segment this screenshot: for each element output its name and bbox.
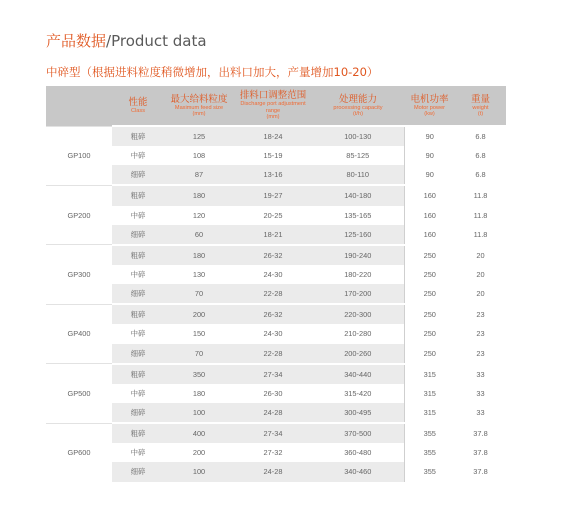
- weight-cell: 11.8: [455, 206, 506, 225]
- discharge-range-cell: 26-32: [234, 304, 312, 324]
- discharge-range-cell: 22-28: [234, 284, 312, 304]
- feed-size-cell: 180: [164, 185, 234, 205]
- discharge-range-cell: 24-28: [234, 462, 312, 481]
- discharge-range-cell: 27-34: [234, 423, 312, 443]
- weight-cell: 20: [455, 265, 506, 284]
- motor-power-cell: 160: [404, 206, 455, 225]
- capacity-cell: 170-200: [312, 284, 404, 304]
- class-cell: 粗碎: [112, 304, 164, 324]
- discharge-range-cell: 18-21: [234, 225, 312, 245]
- motor-power-cell: 160: [404, 185, 455, 205]
- feed-size-cell: 70: [164, 344, 234, 364]
- capacity-cell: 315-420: [312, 384, 404, 403]
- model-cell: GP300: [46, 245, 112, 304]
- page-title-cn: 产品数据: [46, 32, 107, 50]
- table-row: [46, 462, 506, 481]
- header-feed-size: 最大给料粒度 Maximum feed size (mm): [164, 86, 234, 126]
- discharge-range-cell: 19-27: [234, 185, 312, 205]
- capacity-cell: 340-440: [312, 364, 404, 384]
- motor-power-cell: 250: [404, 324, 455, 343]
- class-cell: 细碎: [112, 462, 164, 481]
- weight-cell: 6.8: [455, 165, 506, 185]
- class-cell: 粗碎: [112, 364, 164, 384]
- feed-size-cell: 60: [164, 225, 234, 245]
- class-cell: 细碎: [112, 165, 164, 185]
- motor-power-cell: 160: [404, 225, 455, 245]
- class-cell: 粗碎: [112, 185, 164, 205]
- weight-cell: 23: [455, 344, 506, 364]
- feed-size-cell: 150: [164, 324, 234, 343]
- table-row: [46, 344, 506, 364]
- capacity-cell: 80-110: [312, 165, 404, 185]
- weight-cell: 33: [455, 384, 506, 403]
- capacity-cell: 190-240: [312, 245, 404, 265]
- discharge-range-cell: 27-34: [234, 364, 312, 384]
- class-cell: 中碎: [112, 443, 164, 462]
- feed-size-cell: 120: [164, 206, 234, 225]
- discharge-range-cell: 27-32: [234, 443, 312, 462]
- weight-cell: 33: [455, 364, 506, 384]
- header-capacity: 处理能力 processing capacity (t/h): [312, 86, 404, 126]
- capacity-cell: 210-280: [312, 324, 404, 343]
- table-row: [46, 324, 506, 343]
- class-cell: 细碎: [112, 225, 164, 245]
- class-cell: 粗碎: [112, 245, 164, 265]
- weight-cell: 20: [455, 245, 506, 265]
- weight-cell: 11.8: [455, 225, 506, 245]
- weight-cell: 37.8: [455, 443, 506, 462]
- table-row: [46, 165, 506, 185]
- table-row: [46, 284, 506, 304]
- table-row: [46, 265, 506, 284]
- class-cell: 细碎: [112, 284, 164, 304]
- table-row: [46, 146, 506, 165]
- discharge-range-cell: 24-28: [234, 403, 312, 423]
- motor-power-cell: 250: [404, 284, 455, 304]
- header-discharge-range: 排料口调整范围 Discharge port adjustment range (mm): [234, 86, 312, 126]
- discharge-range-cell: 22-28: [234, 344, 312, 364]
- capacity-cell: 180-220: [312, 265, 404, 284]
- capacity-cell: 360-480: [312, 443, 404, 462]
- class-cell: 粗碎: [112, 126, 164, 146]
- class-cell: 粗碎: [112, 423, 164, 443]
- capacity-cell: 200-260: [312, 344, 404, 364]
- weight-cell: 23: [455, 324, 506, 343]
- feed-size-cell: 70: [164, 284, 234, 304]
- table-row: [46, 206, 506, 225]
- discharge-range-cell: 24-30: [234, 324, 312, 343]
- motor-power-cell: 250: [404, 245, 455, 265]
- class-cell: 中碎: [112, 206, 164, 225]
- motor-power-cell: 250: [404, 344, 455, 364]
- discharge-range-cell: 20-25: [234, 206, 312, 225]
- feed-size-cell: 200: [164, 304, 234, 324]
- table-row: [46, 384, 506, 403]
- motor-power-cell: 315: [404, 384, 455, 403]
- weight-cell: 20: [455, 284, 506, 304]
- model-cell: GP400: [46, 304, 112, 363]
- motor-power-cell: 250: [404, 265, 455, 284]
- model-cell: GP500: [46, 364, 112, 423]
- feed-size-cell: 108: [164, 146, 234, 165]
- table-row: [46, 225, 506, 245]
- model-cell: GP600: [46, 423, 112, 481]
- capacity-cell: 220-300: [312, 304, 404, 324]
- weight-cell: 6.8: [455, 146, 506, 165]
- capacity-cell: 100-130: [312, 126, 404, 146]
- feed-size-cell: 180: [164, 245, 234, 265]
- table-header-row: [46, 86, 506, 126]
- section-title: 中碎型（根据进料粒度稍微增加，出料口加大，产量增加10-20）: [46, 65, 379, 79]
- table-row: [46, 245, 506, 265]
- capacity-cell: 300-495: [312, 403, 404, 423]
- page-title-en: /Product data: [106, 32, 207, 50]
- table-row: [46, 304, 506, 324]
- weight-cell: 33: [455, 403, 506, 423]
- weight-cell: 37.8: [455, 423, 506, 443]
- motor-power-cell: 355: [404, 443, 455, 462]
- feed-size-cell: 87: [164, 165, 234, 185]
- model-cell: GP200: [46, 185, 112, 244]
- motor-power-cell: 250: [404, 304, 455, 324]
- weight-cell: 11.8: [455, 185, 506, 205]
- feed-size-cell: 400: [164, 423, 234, 443]
- capacity-cell: 340-460: [312, 462, 404, 481]
- feed-size-cell: 350: [164, 364, 234, 384]
- class-cell: 中碎: [112, 146, 164, 165]
- page-title: [46, 30, 207, 51]
- table-row: [46, 403, 506, 423]
- discharge-range-cell: 24-30: [234, 265, 312, 284]
- discharge-range-cell: 26-30: [234, 384, 312, 403]
- discharge-range-cell: 15-19: [234, 146, 312, 165]
- motor-power-cell: 315: [404, 364, 455, 384]
- capacity-cell: 140-180: [312, 185, 404, 205]
- motor-power-cell: 90: [404, 126, 455, 146]
- motor-power-cell: 90: [404, 165, 455, 185]
- header-class: 性能 Class: [112, 86, 164, 126]
- table-row: [46, 443, 506, 462]
- feed-size-cell: 125: [164, 126, 234, 146]
- motor-power-cell: 355: [404, 462, 455, 481]
- capacity-cell: 370-500: [312, 423, 404, 443]
- feed-size-cell: 100: [164, 462, 234, 481]
- table-row: [46, 126, 506, 146]
- motor-power-cell: 315: [404, 403, 455, 423]
- class-cell: 中碎: [112, 324, 164, 343]
- motor-power-cell: 355: [404, 423, 455, 443]
- capacity-cell: 135-165: [312, 206, 404, 225]
- capacity-cell: 125-160: [312, 225, 404, 245]
- class-cell: 细碎: [112, 344, 164, 364]
- feed-size-cell: 180: [164, 384, 234, 403]
- table-row: [46, 423, 506, 443]
- class-cell: 细碎: [112, 403, 164, 423]
- table-row: [46, 185, 506, 205]
- weight-cell: 6.8: [455, 126, 506, 146]
- capacity-cell: 85-125: [312, 146, 404, 165]
- model-cell: GP100: [46, 126, 112, 185]
- feed-size-cell: 130: [164, 265, 234, 284]
- class-cell: 中碎: [112, 384, 164, 403]
- weight-cell: 23: [455, 304, 506, 324]
- motor-power-cell: 90: [404, 146, 455, 165]
- discharge-range-cell: 26-32: [234, 245, 312, 265]
- header-model: [46, 86, 112, 126]
- header-motor-power: 电机功率 Motor power (kw): [404, 86, 455, 126]
- class-cell: 中碎: [112, 265, 164, 284]
- feed-size-cell: 200: [164, 443, 234, 462]
- weight-cell: 37.8: [455, 462, 506, 481]
- header-weight: 重量 weight (t): [455, 86, 506, 126]
- product-data-table: [46, 86, 506, 482]
- feed-size-cell: 100: [164, 403, 234, 423]
- table-row: [46, 364, 506, 384]
- table-body: [46, 126, 506, 482]
- discharge-range-cell: 18-24: [234, 126, 312, 146]
- discharge-range-cell: 13-16: [234, 165, 312, 185]
